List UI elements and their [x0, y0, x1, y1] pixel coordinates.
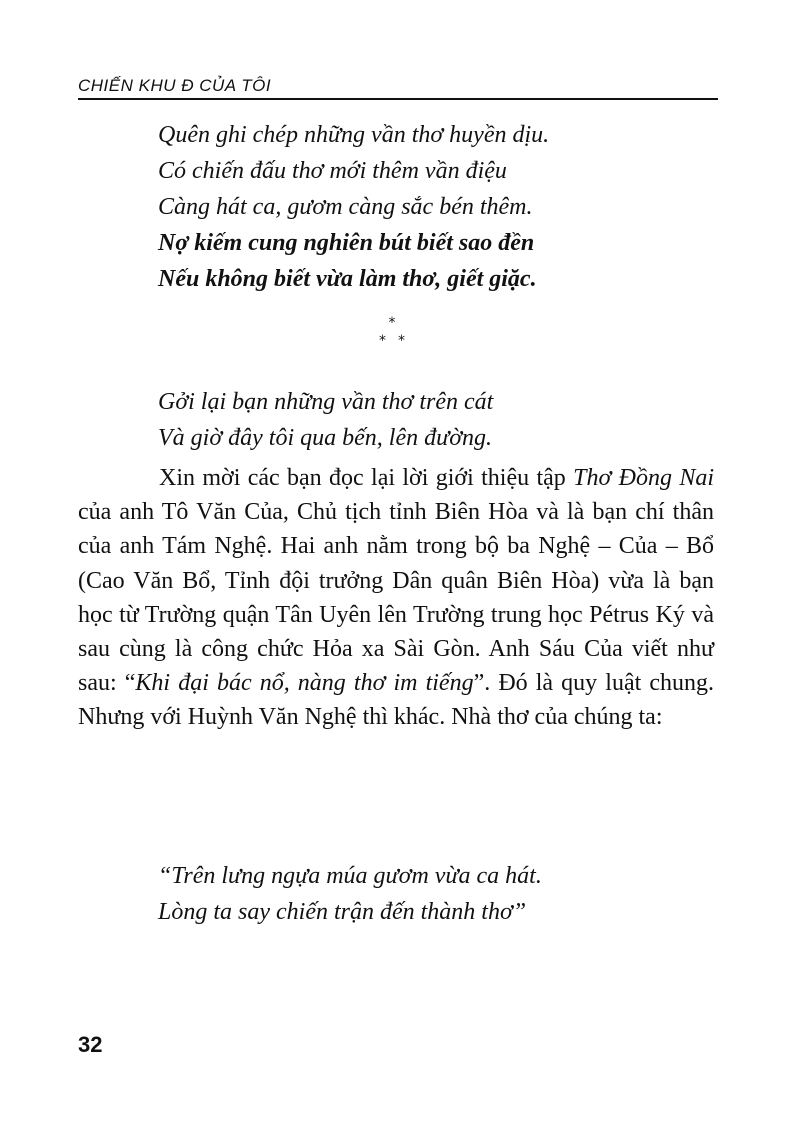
poem-line: Có chiến đấu thơ mới thêm vần điệu [158, 158, 507, 184]
poem-line: Càng hát ca, gươm càng sắc bén thêm. [158, 194, 533, 220]
inline-quote: Khi đại bác nổ, nàng thơ im tiếng [135, 670, 474, 697]
section-separator [362, 314, 422, 350]
separator-star: * [388, 315, 396, 331]
separator-star: * [398, 333, 417, 349]
poem-line: “Trên lưng ngựa múa gươm vừa ca hát. [158, 863, 542, 889]
paragraph-text: của anh Tô Văn Của, Chủ tịch tỉnh Biên Hòa và là bạn chí thân của anh Tám Nghệ. Hai anh nằm trong bộ ba Nghệ – Của – Bổ (Cao Văn Bổ, Tỉnh đội trưởng Dân quân Biên Hòa) vừa là bạn học từ Trường quận Tân Uyên lên Trường trung học Pétrus Ký và sau cùng là công chức Hỏa xa Sài Gòn. Anh Sáu Của viết như sau: “ [78, 499, 714, 697]
poem-stanza-3 [158, 858, 542, 930]
poem-line: Gởi lại bạn những vần thơ trên cát [158, 389, 494, 415]
poem-stanza-1 [158, 117, 549, 297]
poem-stanza-2 [158, 384, 493, 456]
page-number: 32 [78, 1032, 103, 1057]
running-header [78, 74, 718, 100]
poem-line: Và giờ đây tôi qua bến, lên đường. [158, 425, 492, 451]
paragraph-text: ”. Đó là quy luật chung. Nhưng với Huỳnh Văn Nghệ thì khác. Nhà thơ của chúng ta: [78, 670, 715, 731]
paragraph-text: Xin mời các bạn đọc lại lời giới thiệu tập [159, 465, 574, 491]
running-title: CHIẾN KHU Đ CỦA TÔI [78, 76, 272, 95]
poem-line: Quên ghi chép những vần thơ huyền dịu. [158, 122, 550, 148]
book-title: Thơ Đồng Nai [573, 465, 715, 491]
separator-star: * [379, 333, 398, 349]
separator-star-row [362, 332, 422, 350]
poem-line: Nợ kiếm cung nghiên bút biết sao đền [158, 230, 535, 256]
poem-line: Lòng ta say chiến trận đến thành thơ” [158, 899, 527, 925]
body-paragraph [78, 461, 714, 735]
poem-line: Nếu không biết vừa làm thơ, giết giặc. [158, 266, 537, 292]
